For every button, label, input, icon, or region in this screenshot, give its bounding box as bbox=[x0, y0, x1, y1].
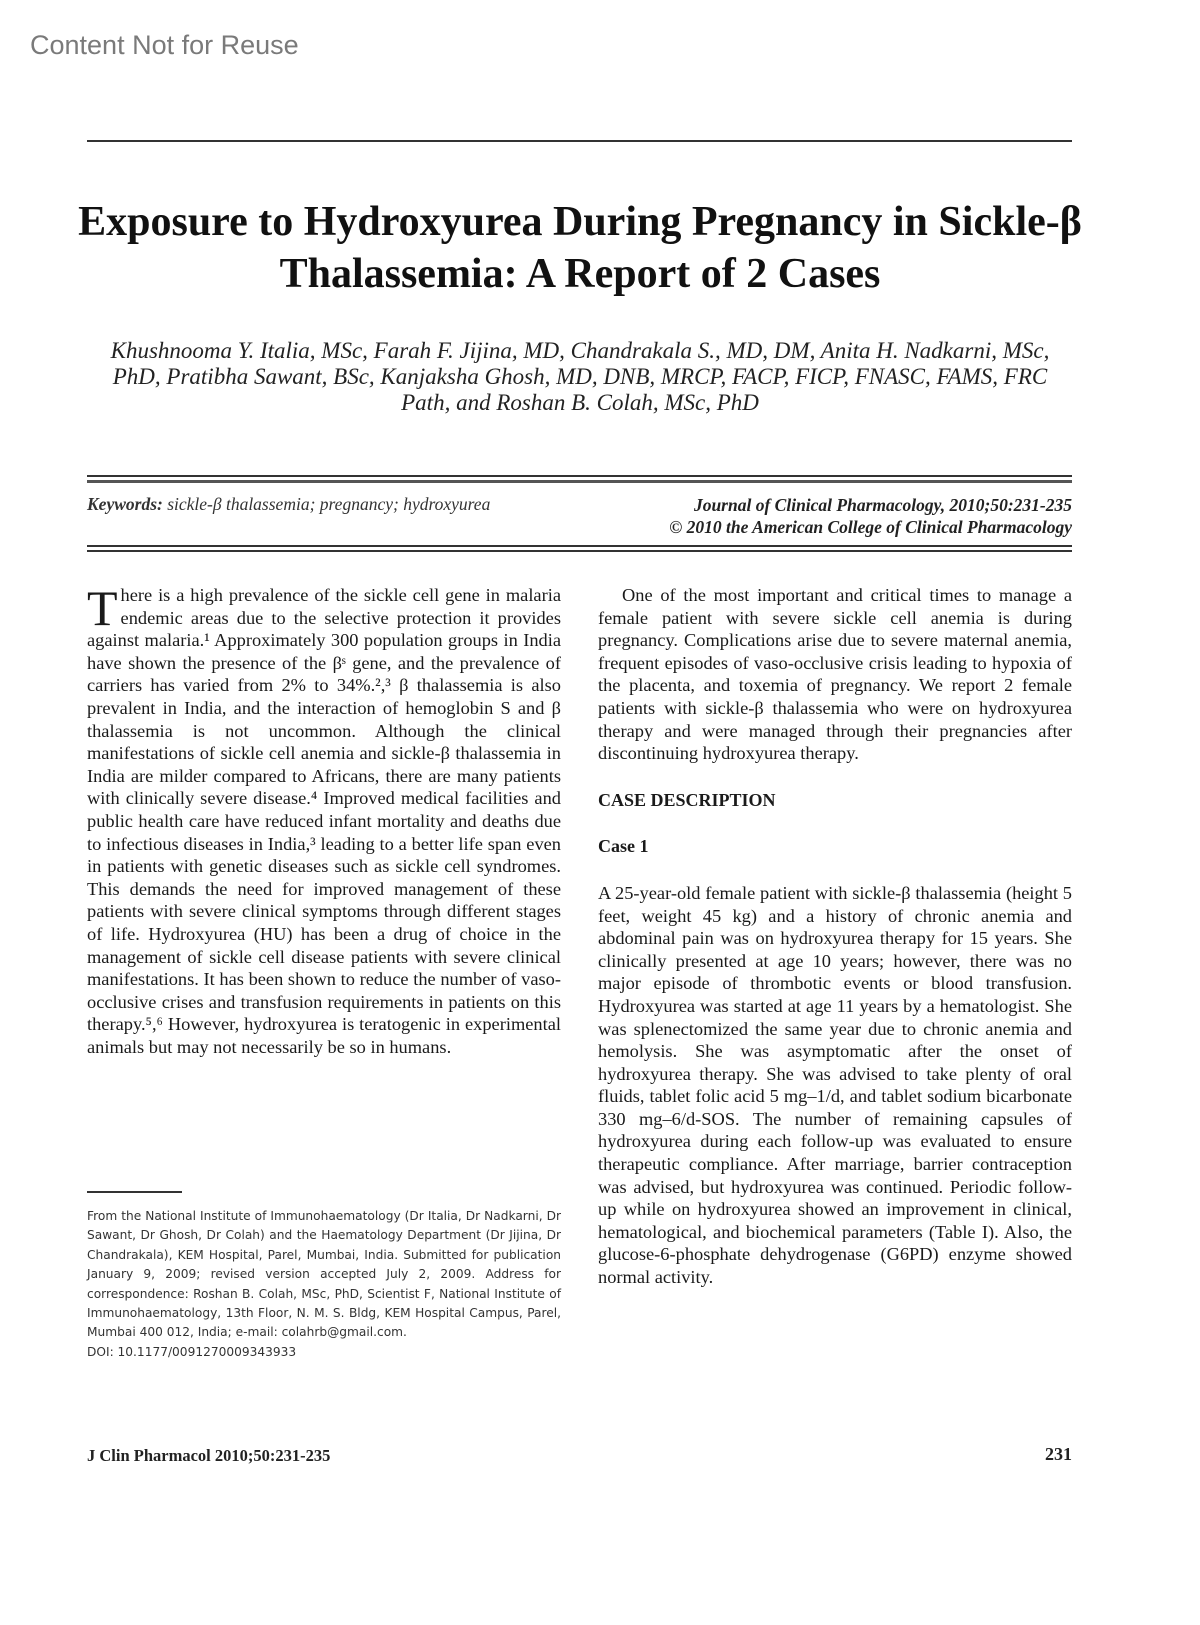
keywords bbox=[87, 494, 490, 515]
intro-text: here is a high prevalence of the sickle cell gene in malaria endemic areas due to the selective protection it provides against malaria.¹ Approximately 300 population groups in India have shown the presence of the βˢ gene, and the prevalence of carriers has varied from 2% to 34%.²,³ β thalassemia is also prevalent in India, and the interaction of hemoglobin S and β thalassemia is not uncommon. Although the clinical manifestations of sickle cell anemia and sickle-β thalassemia in India are milder compared to Africans, there are many patients with clinically severe disease.⁴ Improved medical facilities and public health care have reduced infant mortality and deaths due to infectious diseases in India,³ leading to a better life span even in patients with genetic diseases such as sickle cell syndromes. This demands the need for improved management of these patients with severe clinical symptoms through different stages of life. Hydroxyurea (HU) has been a drug of choice in the management of sickle cell disease patients with severe clinical manifestations. It has been shown to reduce the number of vaso-occlusive crises and transfusion requirements in patients on this therapy.⁵,⁶ However, hydroxyurea is teratogenic in experimental animals but may not necessarily be so in humans. bbox=[87, 585, 561, 1057]
author-list: Khushnooma Y. Italia, MSc, Farah F. Jijina, MD, Chandrakala S., MD, DM, Anita H. Nadkarni, MSc, PhD, Pratibha Sawant, BSc, Kanjaksha Ghosh, MD, DNB, MRCP, FACP, FICP, FNASC, FAMS, FRC Path, and Roshan B. Colah, MSc, PhD bbox=[110, 338, 1050, 415]
intro-paragraph bbox=[87, 580, 561, 1058]
doi: DOI: 10.1177/0091270009343933 bbox=[87, 1344, 297, 1359]
drop-cap: T bbox=[87, 580, 118, 636]
top-rule bbox=[87, 140, 1072, 142]
footnote-rule bbox=[87, 1191, 182, 1193]
header-double-rule-top bbox=[87, 475, 1072, 477]
journal-info bbox=[669, 494, 1072, 538]
copyright: © 2010 the American College of Clinical Pharmacology bbox=[669, 517, 1072, 537]
page-number: 231 bbox=[1045, 1444, 1072, 1464]
body-double-rule-top bbox=[87, 545, 1072, 547]
subheading-case-1: Case 1 bbox=[598, 836, 649, 857]
journal-citation: Journal of Clinical Pharmacology, 2010;50:231-235 bbox=[693, 495, 1072, 515]
keywords-text: sickle-β thalassemia; pregnancy; hydroxyurea bbox=[167, 494, 491, 514]
left-column bbox=[87, 580, 561, 1058]
section-heading: CASE DESCRIPTION bbox=[598, 789, 776, 810]
pregnancy-paragraph: One of the most important and critical times to manage a female patient with severe sickle cell anemia is during pregnancy. Complications arise due to severe maternal anemia, frequent episodes of vaso-occlusive crisis leading to hypoxia of the placenta, and toxemia of pregnancy. We report 2 female patients with sickle-β thalassemia who were on hydroxyurea therapy and were managed through their pregnancies after discontinuing hydroxyurea therapy. bbox=[598, 585, 1072, 764]
header-double-rule-bottom bbox=[87, 480, 1072, 483]
right-column bbox=[598, 584, 1072, 1289]
keywords-label: Keywords: bbox=[87, 494, 163, 514]
case-1-paragraph: A 25-year-old female patient with sickle-β thalassemia (height 5 feet, weight 45 kg) and a history of chronic anemia and abdominal pain was on hydroxyurea therapy for 15 years. She clinically presented at age 10 years; however, there was no major episode of thrombotic events or blood transfusion. Hydroxyurea was started at age 11 years by a hematologist. She was splenectomized the same year due to chronic anemia and hemolysis. She was asymptomatic after the onset of hydroxyurea therapy. She was advised to take plenty of oral fluids, tablet folic acid 5 mg–1/d, and tablet sodium bicarbonate 330 mg–6/d-SOS. The number of remaining capsules of hydroxyurea during each follow-up was evaluated to ensure therapeutic compliance. After marriage, barrier contraception was advised, but hydroxyurea was continued. Periodic follow-up while on hydroxyurea showed an improvement in clinical, hematological, and biochemical parameters (Table I). Also, the glucose-6-phosphate dehydrogenase (G6PD) enzyme showed normal activity. bbox=[598, 882, 1072, 1288]
article-title: Exposure to Hydroxyurea During Pregnancy in Sickle-β Thalassemia: A Report of 2 Cases bbox=[78, 199, 1082, 297]
body-double-rule-bottom bbox=[87, 550, 1072, 552]
footer-citation: J Clin Pharmacol 2010;50:231-235 bbox=[87, 1446, 331, 1465]
footnote bbox=[87, 1207, 561, 1362]
watermark: Content Not for Reuse bbox=[30, 30, 299, 60]
affiliation-note: From the National Institute of Immunohaematology (Dr Italia, Dr Nadkarni, Dr Sawant, Dr Ghosh, Dr Colah) and the Haematology Department (Dr Jijina, Dr Chandrakala), KEM Hospital, Parel, Mumbai, India. Submitted for publication January 9, 2009; revised version accepted July 2, 2009. Address for correspondence: Roshan B. Colah, MSc, PhD, Scientist F, National Institute of Immunohaematology, 13th Floor, N. M. S. Bldg, KEM Hospital Campus, Parel, Mumbai 400 012, India; e-mail: colahrb@gmail.com. bbox=[87, 1209, 561, 1340]
